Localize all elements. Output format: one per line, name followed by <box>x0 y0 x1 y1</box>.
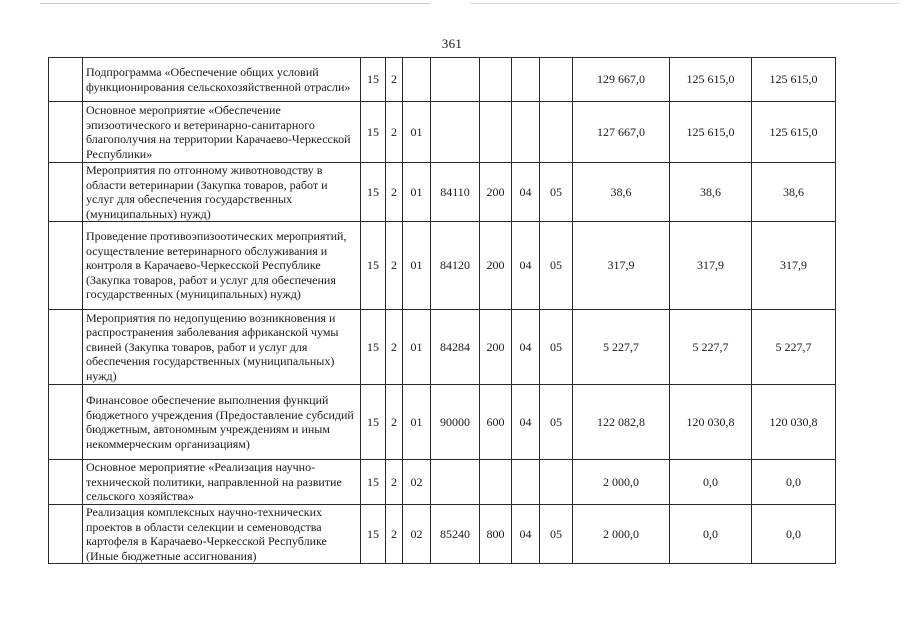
amount-year-2: 38,6 <box>670 163 752 222</box>
section-code <box>512 102 540 163</box>
section-code <box>512 58 540 102</box>
subprogram-code: 2 <box>386 385 403 460</box>
measure-code <box>403 58 431 102</box>
subsection-code <box>540 460 573 505</box>
row-number-cell <box>49 505 83 564</box>
amount-year-1: 317,9 <box>573 222 670 310</box>
subsection-code: 05 <box>540 222 573 310</box>
subprogram-code: 2 <box>386 310 403 385</box>
expense-type-code: 200 <box>480 163 512 222</box>
program-code: 15 <box>361 460 386 505</box>
program-code: 15 <box>361 310 386 385</box>
amount-year-1: 122 082,8 <box>573 385 670 460</box>
direction-code: 85240 <box>431 505 480 564</box>
subprogram-code: 2 <box>386 163 403 222</box>
amount-year-3: 5 227,7 <box>752 310 836 385</box>
expense-type-code: 600 <box>480 385 512 460</box>
measure-code: 01 <box>403 310 431 385</box>
table-row <box>49 385 836 460</box>
page-number: 361 <box>441 36 463 51</box>
amount-year-3: 0,0 <box>752 460 836 505</box>
subprogram-code: 2 <box>386 58 403 102</box>
subsection-code: 05 <box>540 310 573 385</box>
amount-year-3: 0,0 <box>752 505 836 564</box>
amount-year-3: 317,9 <box>752 222 836 310</box>
amount-year-2: 125 615,0 <box>670 102 752 163</box>
table-row <box>49 310 836 385</box>
table-row <box>49 505 836 564</box>
amount-year-2: 0,0 <box>670 505 752 564</box>
measure-code: 01 <box>403 385 431 460</box>
row-name: Мероприятия по недопущению возникновения и распространения заболевания африканской чумы свиней (Закупка товаров, работ и услуг для обеспечения государственных (муниципальных) нужд) <box>83 310 361 385</box>
expense-type-code <box>480 460 512 505</box>
amount-year-1: 2 000,0 <box>573 505 670 564</box>
row-name: Подпрограмма «Обеспечение общих условий функционирования сельскохозяйственной отрасли» <box>83 58 361 102</box>
scan-edge-line <box>470 3 900 4</box>
amount-year-1: 129 667,0 <box>573 58 670 102</box>
amount-year-1: 2 000,0 <box>573 460 670 505</box>
expense-type-code: 800 <box>480 505 512 564</box>
section-code <box>512 460 540 505</box>
direction-code <box>431 102 480 163</box>
subprogram-code: 2 <box>386 102 403 163</box>
amount-year-1: 127 667,0 <box>573 102 670 163</box>
row-name: Реализация комплексных научно-технических проектов в области селекции и семеноводства картофеля в Карачаево-Черкесской Республике (Иные бюджетные ассигнования) <box>83 505 361 564</box>
amount-year-2: 125 615,0 <box>670 58 752 102</box>
direction-code <box>431 460 480 505</box>
expense-type-code: 200 <box>480 310 512 385</box>
table-row <box>49 222 836 310</box>
measure-code: 02 <box>403 505 431 564</box>
measure-code: 01 <box>403 163 431 222</box>
section-code: 04 <box>512 222 540 310</box>
subsection-code <box>540 58 573 102</box>
row-number-cell <box>49 310 83 385</box>
amount-year-3: 125 615,0 <box>752 58 836 102</box>
amount-year-3: 38,6 <box>752 163 836 222</box>
measure-code: 01 <box>403 102 431 163</box>
program-code: 15 <box>361 58 386 102</box>
amount-year-3: 125 615,0 <box>752 102 836 163</box>
row-number-cell <box>49 58 83 102</box>
subsection-code: 05 <box>540 385 573 460</box>
budget-table <box>48 57 836 564</box>
amount-year-2: 0,0 <box>670 460 752 505</box>
amount-year-1: 5 227,7 <box>573 310 670 385</box>
row-name: Основное мероприятие «Обеспечение эпизоотического и ветеринарно-санитарного благополучия на территории Карачаево-Черкесской Республики» <box>83 102 361 163</box>
program-code: 15 <box>361 102 386 163</box>
row-number-cell <box>49 385 83 460</box>
subprogram-code: 2 <box>386 505 403 564</box>
program-code: 15 <box>361 163 386 222</box>
section-code: 04 <box>512 310 540 385</box>
row-number-cell <box>49 460 83 505</box>
section-code: 04 <box>512 163 540 222</box>
row-name: Финансовое обеспечение выполнения функций бюджетного учреждения (Предоставление субсидий бюджетным, автономным учреждениям и иным некоммерческим организациям) <box>83 385 361 460</box>
amount-year-3: 120 030,8 <box>752 385 836 460</box>
direction-code: 84110 <box>431 163 480 222</box>
subprogram-code: 2 <box>386 222 403 310</box>
subsection-code: 05 <box>540 163 573 222</box>
row-number-cell <box>49 163 83 222</box>
expense-type-code <box>480 58 512 102</box>
row-name: Проведение противоэпизоотических мероприятий, осуществление ветеринарного обслуживания и контроля в Карачаево-Черкесской Республике (Закупка товаров, работ и услуг для обеспечения государственных (муниципальных) нужд) <box>83 222 361 310</box>
section-code: 04 <box>512 505 540 564</box>
expense-type-code: 200 <box>480 222 512 310</box>
direction-code: 84120 <box>431 222 480 310</box>
row-name: Мероприятия по отгонному животноводству в области ветеринарии (Закупка товаров, работ и услуг для обеспечения государственных (муниципальных) нужд) <box>83 163 361 222</box>
subsection-code: 05 <box>540 505 573 564</box>
direction-code <box>431 58 480 102</box>
program-code: 15 <box>361 385 386 460</box>
row-number-cell <box>49 222 83 310</box>
direction-code: 84284 <box>431 310 480 385</box>
expense-type-code <box>480 102 512 163</box>
scan-edge-line <box>40 3 430 4</box>
direction-code: 90000 <box>431 385 480 460</box>
table-row <box>49 460 836 505</box>
measure-code: 02 <box>403 460 431 505</box>
program-code: 15 <box>361 222 386 310</box>
row-number-cell <box>49 102 83 163</box>
table-row <box>49 102 836 163</box>
amount-year-2: 120 030,8 <box>670 385 752 460</box>
amount-year-1: 38,6 <box>573 163 670 222</box>
program-code: 15 <box>361 505 386 564</box>
table-row <box>49 163 836 222</box>
subsection-code <box>540 102 573 163</box>
table-row <box>49 58 836 102</box>
subprogram-code: 2 <box>386 460 403 505</box>
section-code: 04 <box>512 385 540 460</box>
measure-code: 01 <box>403 222 431 310</box>
amount-year-2: 5 227,7 <box>670 310 752 385</box>
amount-year-2: 317,9 <box>670 222 752 310</box>
row-name: Основное мероприятие «Реализация научно-технической политики, направленной на развитие сельского хозяйства» <box>83 460 361 505</box>
